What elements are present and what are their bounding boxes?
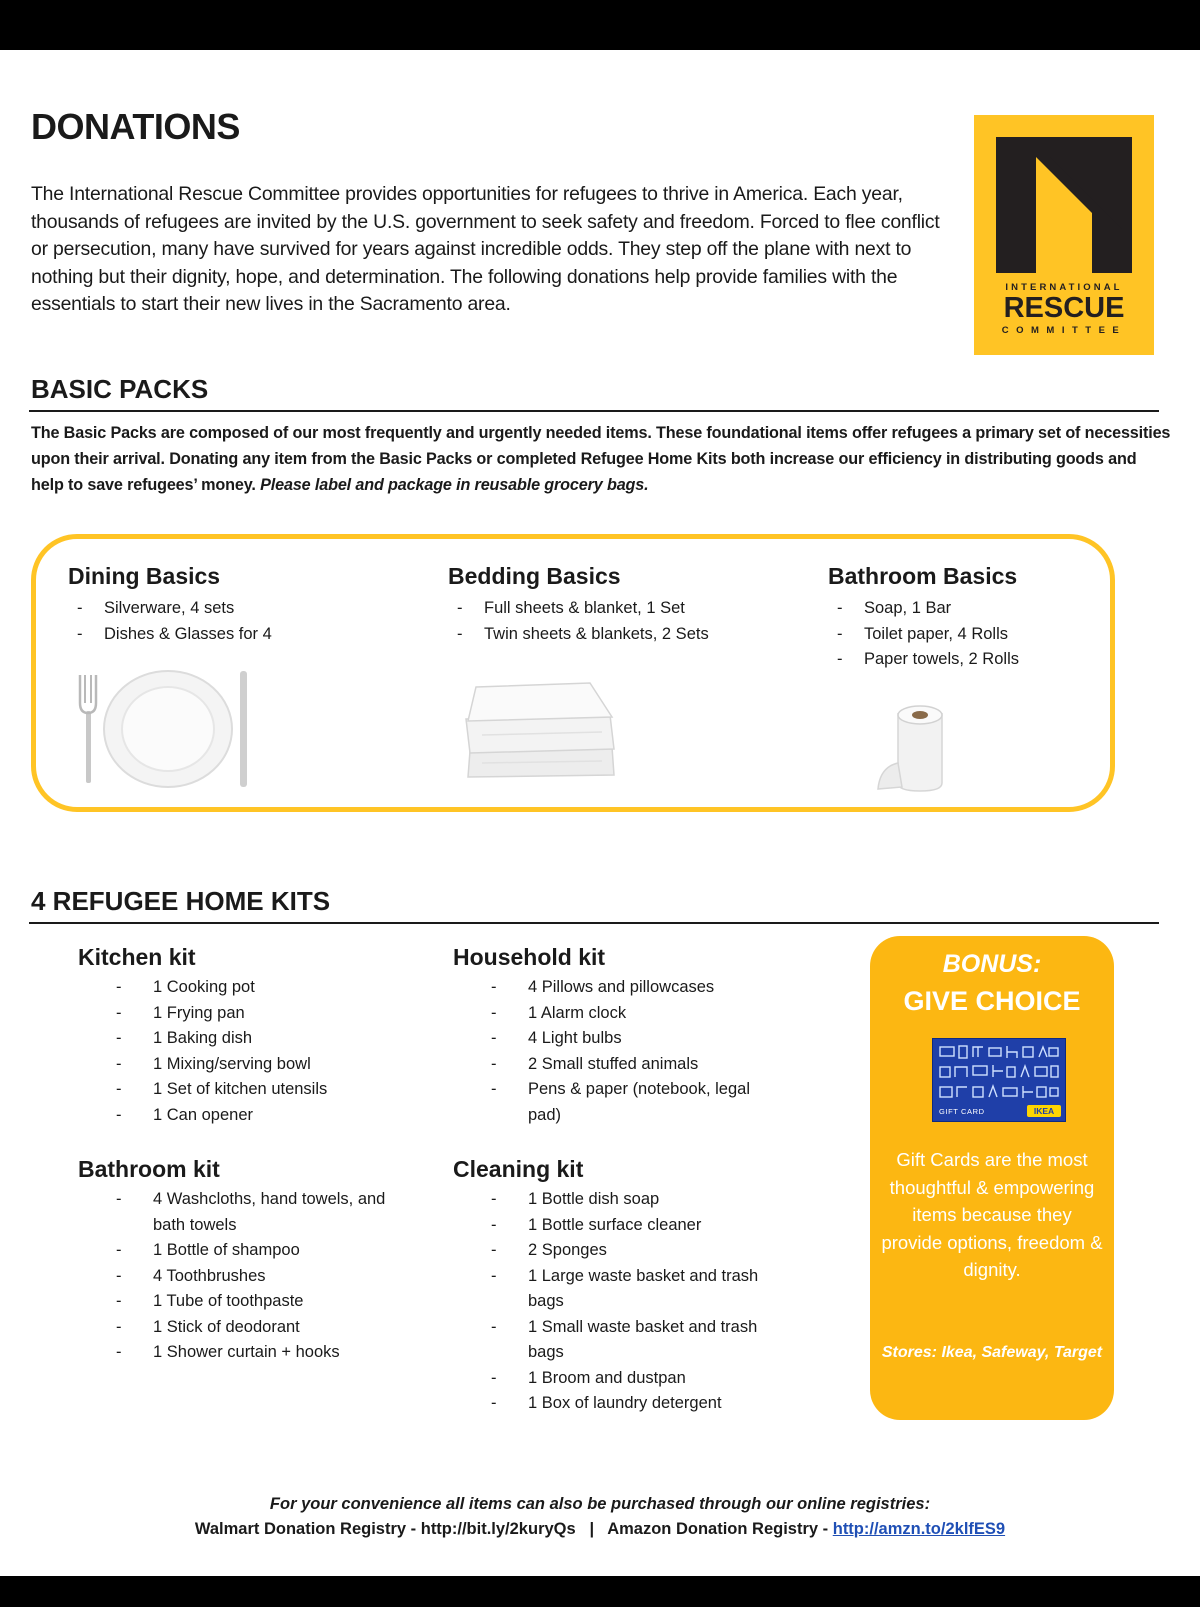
toilet-paper-icon xyxy=(868,703,978,793)
list-item: - 1 Small waste basket and trash bags xyxy=(453,1315,768,1366)
bathroom-basics-title: Bathroom Basics xyxy=(828,563,1018,589)
list-item: - 2 Sponges xyxy=(453,1238,803,1264)
kitchen-kit xyxy=(78,944,418,1128)
home-kits-heading: 4 REFUGEE HOME KITS xyxy=(31,886,331,916)
list-item: - Silverware, 4 sets xyxy=(68,596,398,622)
list-item: - 1 Bottle surface cleaner xyxy=(453,1213,803,1239)
dining-basics-list xyxy=(68,596,398,647)
bathroom-kit-list xyxy=(78,1187,418,1366)
kitchen-kit-title: Kitchen kit xyxy=(78,944,196,970)
logo-text-rescue: RESCUE xyxy=(1003,292,1125,324)
page-title: DONATIONS xyxy=(31,106,240,147)
list-item: - 1 Mixing/serving bowl xyxy=(78,1052,418,1078)
folded-sheets-icon xyxy=(462,679,622,779)
list-item: - 1 Large waste basket and trash bags xyxy=(453,1264,768,1315)
household-kit-title: Household kit xyxy=(453,944,606,970)
list-item: - 1 Frying pan xyxy=(78,1001,418,1027)
list-item: - 1 Bottle dish soap xyxy=(453,1187,803,1213)
list-item: - 1 Set of kitchen utensils xyxy=(78,1077,418,1103)
home-kits-rule xyxy=(29,922,1159,924)
kitchen-kit-list xyxy=(78,975,418,1128)
dining-basics xyxy=(68,563,398,647)
registry-links xyxy=(0,1520,1200,1539)
list-item: - 4 Pillows and pillowcases xyxy=(453,975,803,1001)
list-item: - Dishes & Glasses for 4 xyxy=(68,622,398,648)
cleaning-kit-list xyxy=(453,1187,803,1417)
gift-card-stores: Stores: Ikea, Safeway, Target xyxy=(881,1344,1103,1361)
list-item: - 1 Box of laundry detergent xyxy=(453,1391,803,1417)
logo-text-committee: COMMITTEE xyxy=(1001,325,1127,336)
dining-basics-title: Dining Basics xyxy=(68,563,221,589)
list-item: - 4 Washcloths, hand towels, and bath towels xyxy=(78,1187,393,1238)
list-item: - 1 Shower curtain + hooks xyxy=(78,1340,418,1366)
list-item: - 1 Baking dish xyxy=(78,1026,418,1052)
gift-card-description: Gift Cards are the most thoughtful & empowering items because they provide options, freedom & dignity. xyxy=(881,1149,1103,1280)
bathroom-kit-title: Bathroom kit xyxy=(78,1156,220,1182)
amazon-registry-label: Amazon Donation Registry - xyxy=(607,1520,829,1538)
registry-intro: For your convenience all items can also be purchased through our online registries: xyxy=(269,1495,931,1513)
give-choice-title: GIVE CHOICE xyxy=(903,986,1081,1016)
bathroom-basics xyxy=(828,563,1098,673)
basic-packs-rule xyxy=(29,410,1159,412)
list-item: - Twin sheets & blankets, 2 Sets xyxy=(448,622,778,648)
bathroom-kit xyxy=(78,1156,418,1366)
bedding-basics xyxy=(448,563,778,647)
list-item: - 1 Bottle of shampoo xyxy=(78,1238,418,1264)
list-item: - 4 Light bulbs xyxy=(453,1026,803,1052)
irc-arrow-icon xyxy=(996,137,1132,273)
list-item: - 1 Cooking pot xyxy=(78,975,418,1001)
top-black-bar xyxy=(0,0,1200,50)
bonus-label: BONUS: xyxy=(942,950,1042,978)
list-item: - 2 Small stuffed animals xyxy=(453,1052,803,1078)
list-item: - 1 Tube of toothpaste xyxy=(78,1289,418,1315)
ikea-gift-card xyxy=(932,1038,1066,1122)
list-item: - Soap, 1 Bar xyxy=(828,596,1098,622)
list-item: - Pens & paper (notebook, legal pad) xyxy=(453,1077,758,1128)
plate-and-silverware-icon xyxy=(76,669,256,789)
basic-packs-note: Please label and package in reusable grocery bags. xyxy=(260,476,649,494)
cleaning-kit xyxy=(453,1156,803,1417)
irc-logo xyxy=(974,115,1154,355)
list-item: - 1 Stick of deodorant xyxy=(78,1315,418,1341)
household-kit xyxy=(453,944,803,1128)
list-item: - 1 Can opener xyxy=(78,1103,418,1129)
bathroom-basics-list xyxy=(828,596,1098,673)
logo-text-international: INTERNATIONAL xyxy=(1005,282,1123,293)
cleaning-kit-title: Cleaning kit xyxy=(453,1156,584,1182)
bedding-basics-title: Bedding Basics xyxy=(448,563,621,589)
bottom-black-bar xyxy=(0,1576,1200,1607)
basic-packs-description xyxy=(31,420,1171,498)
registry-separator: | xyxy=(589,1520,595,1538)
ikea-brand: IKEA xyxy=(1027,1105,1061,1117)
basic-packs-heading: BASIC PACKS xyxy=(31,374,209,404)
list-item: - 4 Toothbrushes xyxy=(78,1264,418,1290)
bonus-give-choice-box xyxy=(870,936,1114,1420)
intro-paragraph: The International Rescue Committee provides opportunities for refugees to thrive in America. Each year, thousands of refugees are invited by the U.S. government to seek safety and freedom. Forced to flee conflict or persecution, many have survived for years against incredible odds. They step off the plane with next to nothing but their dignity, hope, and determination. The following donations help provide families with the essentials to start their new lives in the Sacramento area. xyxy=(31,183,940,316)
list-item: - Full sheets & blanket, 1 Set xyxy=(448,596,778,622)
list-item: - 1 Broom and dustpan xyxy=(453,1366,803,1392)
household-kit-list xyxy=(453,975,803,1128)
list-item: - 1 Alarm clock xyxy=(453,1001,803,1027)
list-item: - Toilet paper, 4 Rolls xyxy=(828,622,1098,648)
gift-card-label: GIFT CARD xyxy=(939,1107,985,1116)
amazon-registry-link[interactable]: http://amzn.to/2klfES9 xyxy=(832,1520,1006,1538)
basic-packs-box xyxy=(31,534,1115,812)
walmart-registry: Walmart Donation Registry - http://bit.ly/2kuryQs xyxy=(194,1520,576,1538)
bedding-basics-list xyxy=(448,596,778,647)
basic-packs-description-text: The Basic Packs are composed of our most frequently and urgently needed items. These foundational items offer refugees a primary set of necessities upon their arrival. Donating any item from the Basic Packs or completed Refugee Home Kits both increase our efficiency in distributing goods and help to save refugees’ money. xyxy=(31,424,1171,494)
list-item: - Paper towels, 2 Rolls xyxy=(828,647,1098,673)
furniture-pattern-icon xyxy=(937,1043,1061,1103)
